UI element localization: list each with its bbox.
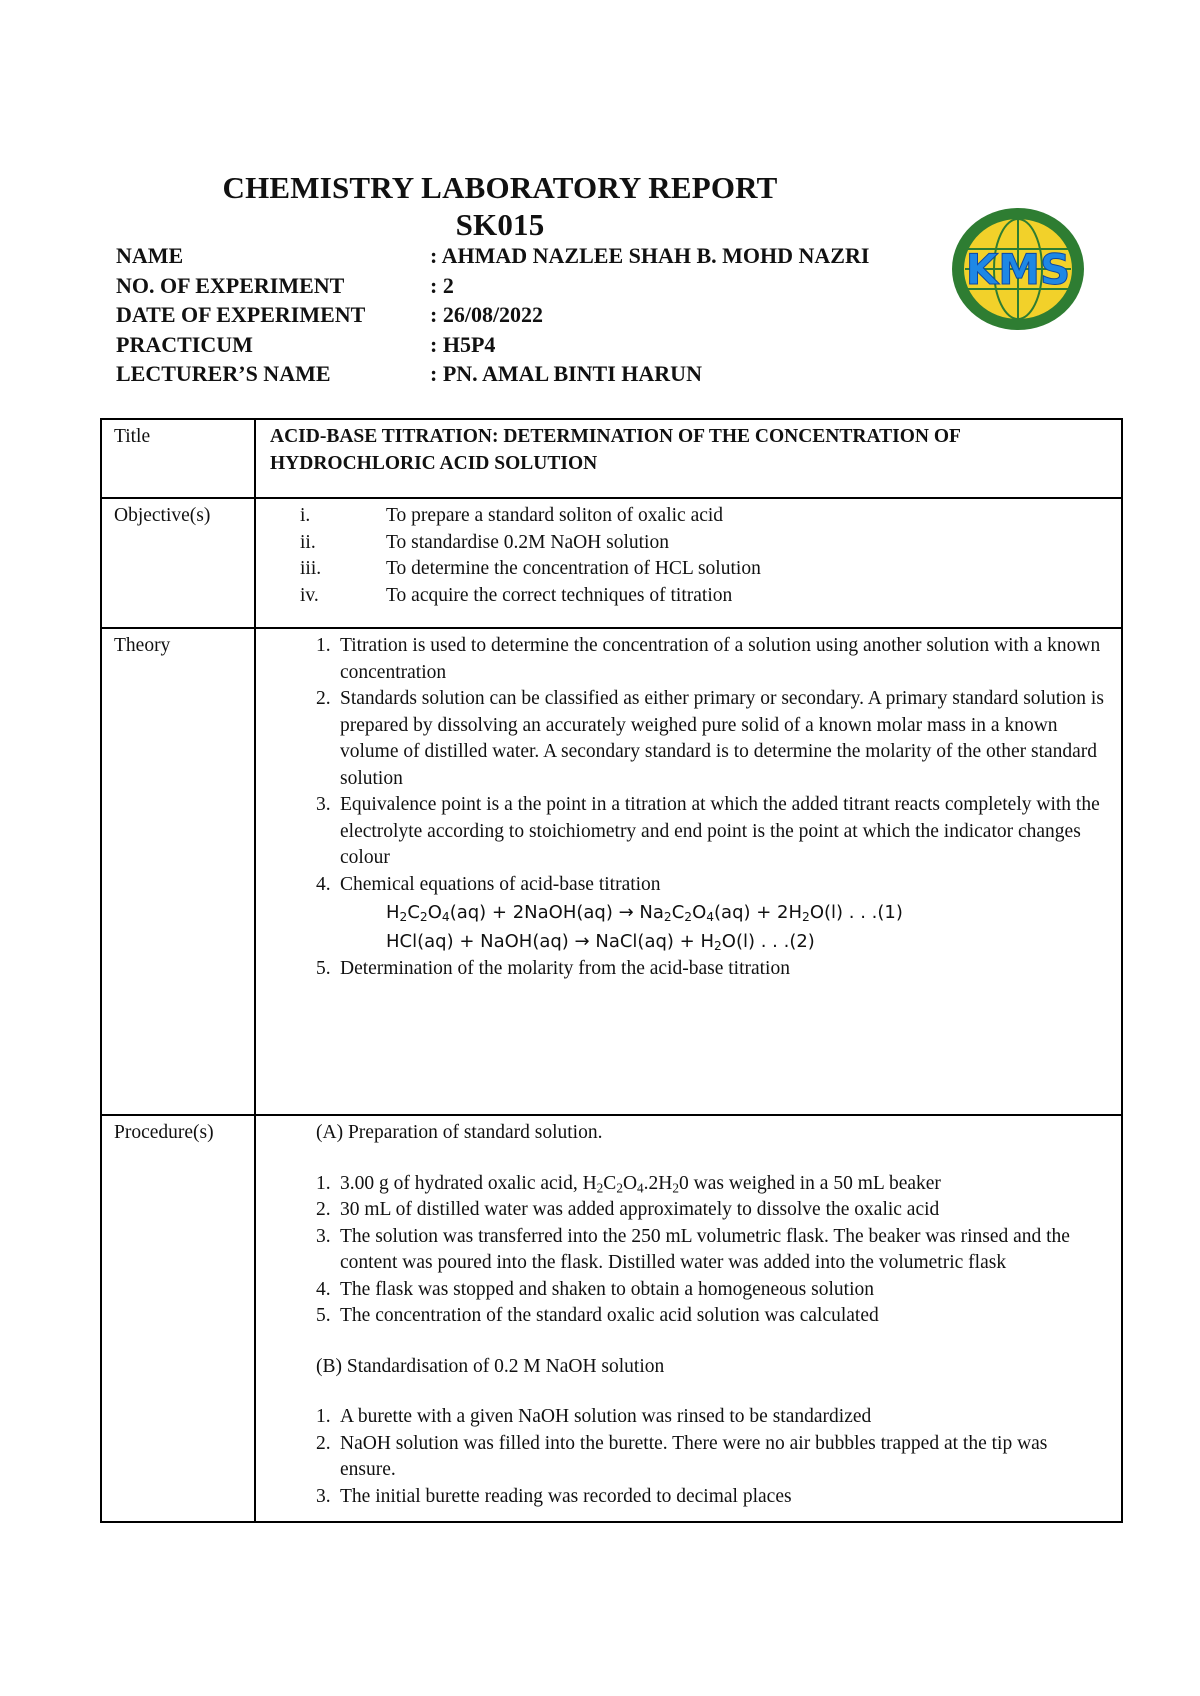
list-item	[268, 792, 1107, 872]
experiment-no-label: NO. OF EXPERIMENT	[116, 272, 345, 298]
practicum-value: : H5P4	[430, 331, 496, 357]
list-item	[268, 872, 1107, 899]
list-item	[268, 556, 1107, 583]
list-text: 30 mL of distilled water was added approximately to dissolve the oxalic acid	[340, 1199, 940, 1220]
title-label: Title	[101, 419, 255, 498]
list-text: 3.00 g of hydrated oxalic acid, $H_2C_2O_4.2H_20$ was weighed in a 50 mL beaker	[340, 1172, 941, 1195]
part-a-steps	[268, 1171, 1107, 1330]
list-text: To determine the concentration of HCL solution	[386, 558, 761, 579]
list-marker: 4.	[316, 1278, 331, 1300]
list-marker: 1.	[316, 1172, 331, 1194]
procedure-row	[101, 1115, 1122, 1522]
list-text: Equivalence point is a the point in a titration at which the added titrant reacts completely with the electrolyte according to stoichiometry and end point is the point at which the indicator changes colour	[340, 794, 1100, 868]
experiment-no-value: : 2	[430, 272, 454, 298]
list-item	[268, 1484, 1107, 1511]
theory-content	[255, 628, 1122, 1115]
list-text: Determination of the molarity from the acid-base titration	[340, 958, 790, 979]
lecturer-value: : PN. AMAL BINTI HARUN	[430, 361, 702, 386]
name-label: NAME	[116, 243, 184, 268]
list-item	[268, 530, 1107, 557]
objectives-list	[268, 503, 1107, 609]
title-row	[101, 419, 1122, 498]
list-text: Chemical equations of acid-base titration	[340, 873, 661, 895]
list-text: A burette with a given NaOH solution was rinsed to be standardized	[340, 1406, 872, 1427]
spacer	[268, 1380, 1107, 1404]
list-marker: 5.	[316, 958, 331, 979]
course-code: SK015	[455, 207, 545, 242]
list-item	[268, 956, 1107, 983]
theory-list	[268, 633, 1107, 898]
list-marker: ii.	[300, 531, 316, 553]
list-item	[268, 1431, 1107, 1484]
list-marker: 2.	[316, 688, 331, 709]
list-marker: 3.	[316, 1485, 331, 1507]
list-item	[268, 1277, 1107, 1304]
theory-row	[101, 628, 1122, 1115]
list-text: To prepare a standard soliton of oxalic acid	[386, 505, 724, 526]
list-text: To acquire the correct techniques of titration	[386, 584, 733, 606]
list-text: NaOH solution was filled into the burette. There were no air bubbles trapped at the tip was ensure.	[340, 1432, 1048, 1480]
objectives-content	[255, 498, 1122, 628]
theory-list-continued	[268, 956, 1107, 983]
list-marker: 1.	[316, 1406, 331, 1427]
equation-1: $H_2C_2O_4(aq)$ + 2NaOH(aq) → $Na_2C_2O_4(aq) + 2H_2O(l)$ . . .(1)	[386, 902, 903, 925]
list-marker: iv.	[300, 584, 319, 606]
list-marker: 4.	[316, 873, 331, 895]
equation-2: HCl(aq) + NaOH(aq) → NaCl(aq) + $H_2O(l)$ . . .(2)	[386, 931, 815, 954]
name-value: : AHMAD NAZLEE SHAH B. MOHD NAZRI	[430, 243, 870, 268]
list-marker: 2.	[316, 1432, 331, 1454]
list-item	[268, 686, 1107, 792]
practicum-label: PRACTICUM	[116, 331, 253, 357]
list-item	[268, 1404, 1107, 1431]
list-marker: 2.	[316, 1199, 331, 1220]
list-text: To standardise 0.2M NaOH solution	[386, 531, 669, 553]
list-item	[268, 583, 1107, 610]
list-item	[268, 1224, 1107, 1277]
part-a-heading: (A) Preparation of standard solution.	[316, 1122, 603, 1143]
procedure-label: Procedure(s)	[101, 1115, 255, 1522]
experiment-title: ACID-BASE TITRATION: DETERMINATION OF THE CONCENTRATION OF HYDROCHLORIC ACID SOLUTION	[270, 426, 961, 474]
list-marker: 3.	[316, 794, 331, 815]
list-text: The concentration of the standard oxalic acid solution was calculated	[340, 1305, 879, 1326]
objectives-row	[101, 498, 1122, 628]
part-b-heading: (B) Standardisation of 0.2 M NaOH solution	[316, 1355, 665, 1377]
logo-lettering: KMS	[965, 245, 1071, 294]
list-marker: 3.	[316, 1225, 331, 1247]
list-text: The initial burette reading was recorded to decimal places	[340, 1485, 792, 1507]
objectives-label: Objective(s)	[101, 498, 255, 628]
spacer	[268, 1330, 1107, 1354]
list-item	[268, 1171, 1107, 1198]
college-logo	[948, 204, 1088, 334]
report-table	[100, 418, 1123, 1523]
list-item	[268, 1303, 1107, 1330]
title-content	[255, 419, 1122, 498]
list-text: The solution was transferred into the 250 mL volumetric flask. The beaker was rinsed and the content was poured into the flask. Distilled water was added into the volumetric flask	[340, 1225, 1070, 1273]
list-item	[268, 1197, 1107, 1224]
list-item	[268, 633, 1107, 686]
lecturer-label: LECTURER’S NAME	[116, 361, 331, 386]
procedure-content	[255, 1115, 1122, 1522]
part-b-steps	[268, 1404, 1107, 1510]
list-marker: iii.	[300, 558, 322, 579]
date-value: : 26/08/2022	[430, 302, 544, 327]
list-text: Titration is used to determine the concentration of a solution using another solution with a known concentration	[340, 635, 1101, 683]
list-marker: 5.	[316, 1305, 331, 1326]
list-marker: i.	[300, 505, 311, 526]
list-item	[268, 503, 1107, 530]
list-text: Standards solution can be classified as either primary or secondary. A primary standard solution is prepared by dissolving an accurately weighed pure solid of a known molar mass in a known volume of distilled water. A secondary standard is to determine the molarity of the other standard solution	[340, 688, 1104, 789]
report-title: CHEMISTRY LABORATORY REPORT	[222, 170, 778, 205]
list-text: The flask was stopped and shaken to obtain a homogeneous solution	[340, 1278, 874, 1300]
list-marker: 1.	[316, 635, 331, 656]
spacer	[268, 1147, 1107, 1171]
date-label: DATE OF EXPERIMENT	[116, 302, 366, 327]
theory-label: Theory	[101, 628, 255, 1115]
